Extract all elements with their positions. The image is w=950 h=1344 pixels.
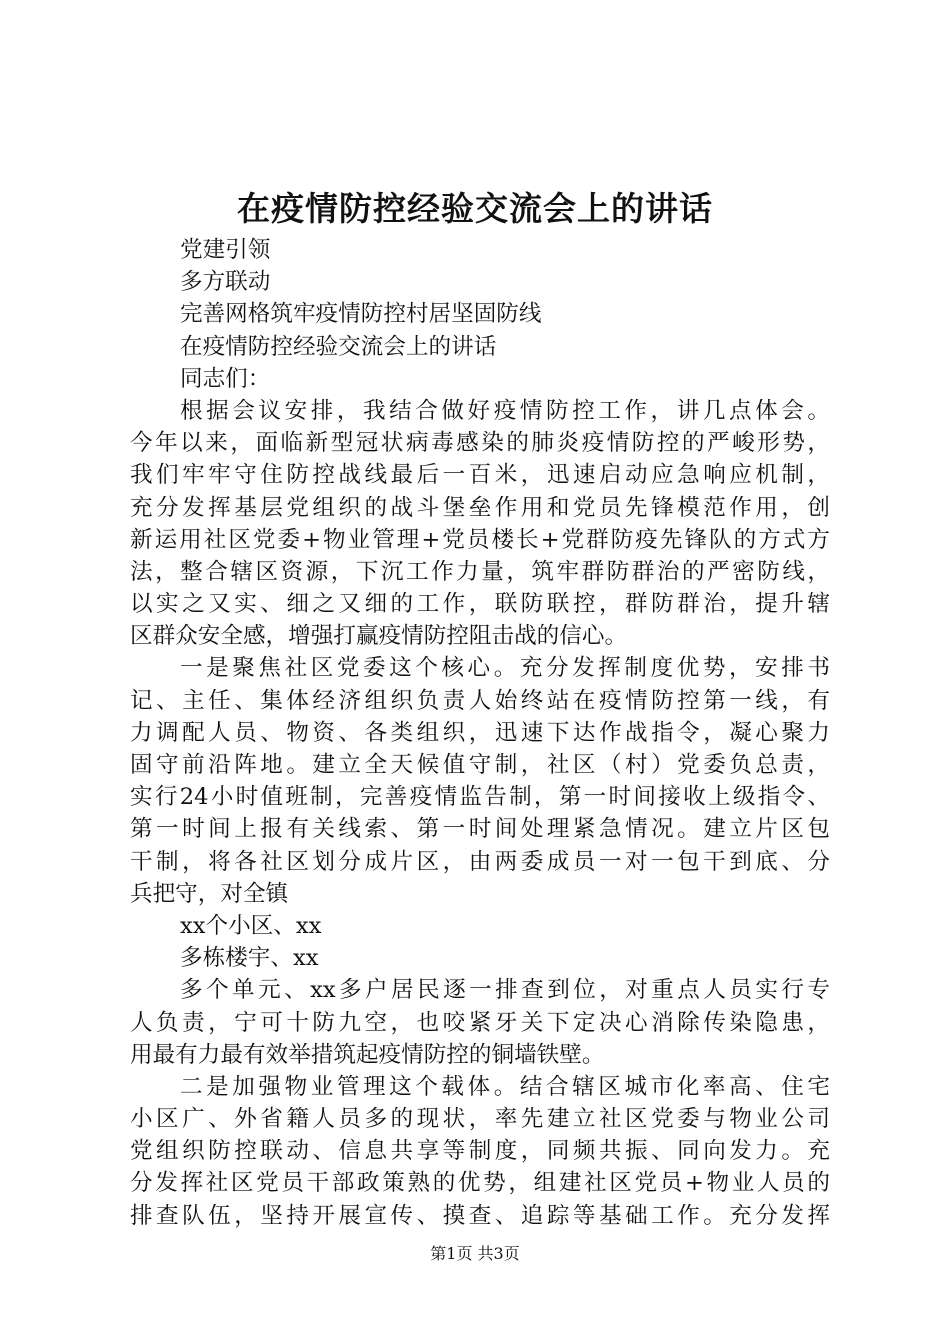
body-line: 力调配人员、物资、各类组织，迅速下达作战指令，凝心聚力 bbox=[130, 719, 830, 746]
body-line: 小区广、外省籍人员多的现状，率先建立社区党委与物业公司 bbox=[130, 1106, 830, 1133]
body-line: 用最有力最有效举措筑起疫情防控的铜墙铁壁。 bbox=[130, 1041, 605, 1068]
body-line: 一是聚焦社区党委这个核心。充分发挥制度优势，安排书 bbox=[180, 655, 830, 682]
body-line: 区群众安全感，增强打赢疫情防控阻击战的信心。 bbox=[130, 623, 628, 650]
document-body bbox=[130, 234, 830, 1232]
body-line: 多个单元、xx多户居民逐一排查到位，对重点人员实行专 bbox=[180, 977, 830, 1004]
body-line: 多栋楼宇、xx bbox=[180, 945, 319, 972]
body-line: 完善网格筑牢疫情防控村居坚固防线 bbox=[180, 301, 542, 328]
body-line: 以实之又实、细之又细的工作，联防联控，群防群治，提升辖 bbox=[130, 591, 830, 618]
body-line: 第一时间上报有关线索、第一时间处理紧急情况。建立片区包 bbox=[130, 816, 830, 843]
body-line: 记、主任、集体经济组织负责人始终站在疫情防控第一线，有 bbox=[130, 687, 830, 714]
body-line: 充分发挥基层党组织的战斗堡垒作用和党员先锋模范作用，创 bbox=[130, 494, 830, 521]
body-line: 法，整合辖区资源，下沉工作力量，筑牢群防群治的严密防线， bbox=[130, 558, 830, 585]
body-line: 党建引领 bbox=[180, 237, 271, 263]
body-line: 同志们： bbox=[180, 365, 271, 392]
body-line: 固守前沿阵地。建立全天候值守制，社区（村）党委负总责， bbox=[130, 752, 830, 778]
body-line: 干制，将各社区划分成片区，由两委成员一对一包干到底、分 bbox=[130, 848, 830, 875]
body-line: 我们牢牢守住防控战线最后一百米，迅速启动应急响应机制， bbox=[130, 462, 830, 489]
body-line: 根据会议安排，我结合做好疫情防控工作，讲几点体会。 bbox=[180, 397, 830, 424]
body-line: 多方联动 bbox=[180, 269, 271, 296]
document-title: 在疫情防控经验交流会上的讲话 bbox=[237, 189, 713, 228]
body-line: 二是加强物业管理这个载体。结合辖区城市化率高、住宅 bbox=[180, 1073, 830, 1100]
body-line: 新运用社区党委+物业管理+党员楼长+党群防疫先锋队的方式方 bbox=[130, 526, 830, 553]
body-line: 在疫情防控经验交流会上的讲话 bbox=[180, 333, 497, 360]
body-line: xx个小区、xx bbox=[180, 912, 322, 939]
body-line: 排查队伍，坚持开展宣传、摸查、追踪等基础工作。充分发挥 bbox=[130, 1202, 830, 1229]
body-line: 兵把守，对全镇 bbox=[130, 880, 289, 907]
body-line: 分发挥社区党员干部政策熟的优势，组建社区党员+物业人员的 bbox=[130, 1170, 830, 1197]
body-line: 实行24小时值班制，完善疫情监告制，第一时间接收上级指令、 bbox=[130, 784, 830, 811]
page-footer: 第1页 共3页 bbox=[430, 1244, 520, 1263]
body-line: 人负责，宁可十防九空，也咬紧牙关下定决心消除传染隐患， bbox=[130, 1009, 830, 1036]
body-line: 党组织防控联动、信息共享等制度，同频共振、同向发力。充 bbox=[130, 1138, 830, 1165]
body-line: 今年以来，面临新型冠状病毒感染的肺炎疫情防控的严峻形势， bbox=[130, 430, 830, 457]
